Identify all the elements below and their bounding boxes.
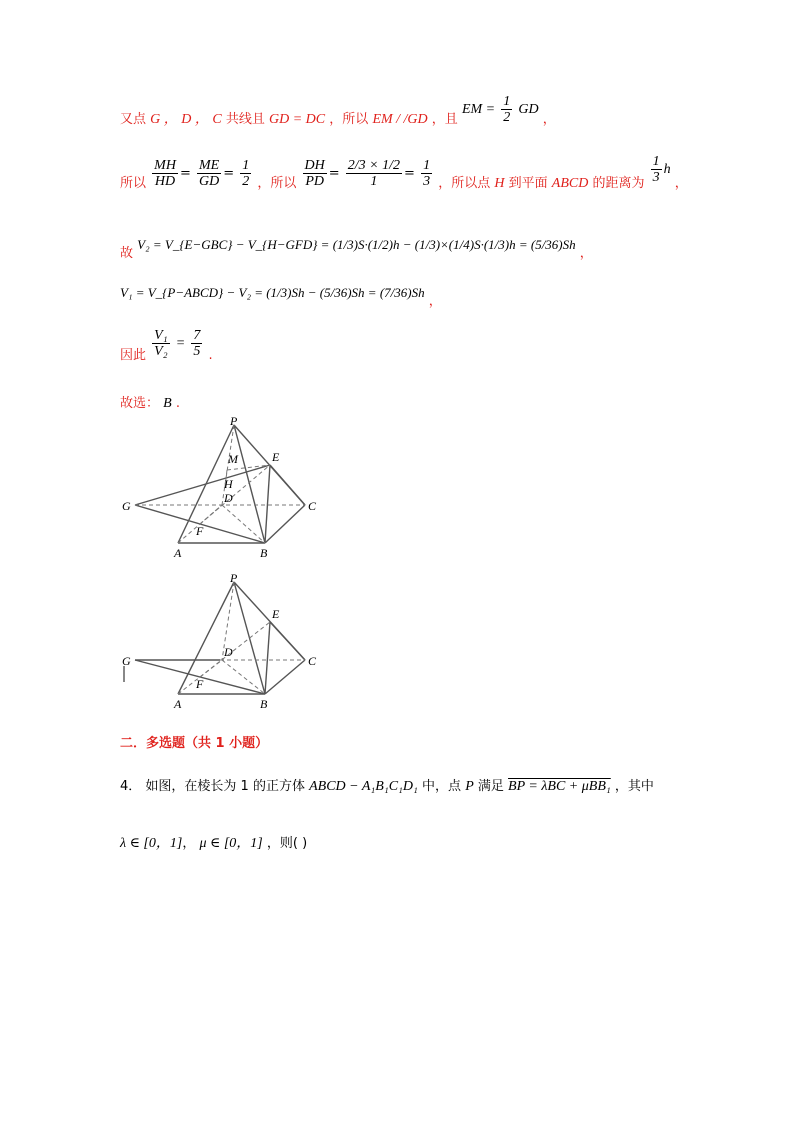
label-c: C bbox=[308, 654, 317, 668]
lambda-range: λ ∈ [0，1] bbox=[120, 836, 183, 851]
points-gdc: G ， D ， C bbox=[150, 112, 222, 127]
label-c: C bbox=[308, 499, 317, 513]
distance-h-third: $\frac{1}{3}$ h bbox=[652, 154, 671, 185]
vector-equation: BP = λBC + μBB₁ bbox=[508, 779, 611, 794]
text-so: ，所以 bbox=[329, 112, 369, 127]
solution-line-3: 故 V₂ = V_{E−GBC} − V_{H−GFD} = (1/3)S·(1/2)h − (1/3)×(1/4)S·(1/3)h = (5/36)Sh ， bbox=[120, 237, 593, 261]
cube-name: ABCD − A₁B₁C₁D₁ bbox=[309, 779, 418, 794]
label-a: A bbox=[174, 697, 182, 711]
v1-equation: V₁ = V_{P−ABCD} − V₂ = (1/3)Sh − (5/36)Sh = (7/36)Sh bbox=[120, 285, 425, 300]
v2-equation: V₂ = V_{E−GBC} − V_{H−GFD} = (1/3)S·(1/2)h − (1/3)×(1/4)S·(1/3)h = (5/36)Sh bbox=[137, 237, 576, 252]
solution-line-6: 故选： B . bbox=[120, 396, 180, 411]
question-number: 4． bbox=[120, 779, 142, 794]
label-e: E bbox=[272, 607, 280, 621]
label-p: P bbox=[230, 571, 238, 585]
question-4-line-2: λ ∈ [0，1]， μ ∈ [0，1] ，则( ) bbox=[120, 836, 308, 851]
pyramid-figure-2 bbox=[110, 570, 340, 715]
label-d: D bbox=[224, 645, 233, 659]
section-heading: 二．多选题（共 1 小题） bbox=[120, 736, 269, 751]
pyramid-figure-1 bbox=[110, 415, 340, 560]
text-prefix: 又点 bbox=[120, 112, 147, 127]
text-and: ，且 bbox=[431, 112, 458, 127]
text-collinear: 共线且 bbox=[225, 112, 265, 127]
question-4-line-1: 4． 如图，在棱长为 1 的正方体 ABCD − A₁B₁C₁D₁ 中，点 P 满足 BP = λBC + μBB₁ ，其中 bbox=[120, 779, 654, 794]
solution-line-1: 又点 G ， D ， C 共线且 GD = DC ，所以 EM / /GD ，且 EM = $\frac{1}{2}$ GD ， bbox=[120, 94, 556, 127]
label-a: A bbox=[174, 546, 182, 560]
answer: B bbox=[163, 396, 172, 411]
label-m: M bbox=[228, 452, 238, 466]
text-prefix: 所以 bbox=[120, 176, 147, 191]
label-h: H bbox=[224, 477, 233, 491]
equation-gd-dc: GD = DC bbox=[269, 112, 326, 127]
solution-line-5: 因此 $\frac{\text{V₁}}{\text{V₂}}$ = $\frac{7}{5}$ . bbox=[120, 328, 213, 363]
label-b: B bbox=[260, 546, 268, 560]
equation-em-parallel-gd: EM / /GD bbox=[372, 112, 428, 127]
label-g: G bbox=[122, 499, 131, 513]
dh-pd-equation: $\frac{DH}{PD}$ = $\frac{2/3 \times 1/2}{1}$ = $\frac{1}{3}$ bbox=[304, 158, 431, 189]
solution-line-2: 所以 $\frac{MH}{HD}$ = $\frac{ME}{GD}$ = $\frac{1}{2}$ ，所以 $\frac{DH}{PD}$ = $\frac{2/3 \times 1/2}{1}$ = $\frac{1}{3}$ ，所以点 H 到平面 ABCD 的距离为 $\frac{1}{3}$ h ， bbox=[120, 154, 688, 191]
mu-range: μ ∈ [0，1] bbox=[199, 836, 263, 851]
label-f: F bbox=[196, 524, 204, 538]
label-e: E bbox=[272, 450, 280, 464]
solution-line-4: V₁ = V_{P−ABCD} − V₂ = (1/3)Sh − (5/36)Sh = (7/36)Sh ， bbox=[120, 285, 442, 309]
label-g: G bbox=[122, 654, 131, 668]
ratio-equation: $\frac{MH}{HD}$ = $\frac{ME}{GD}$ = $\frac{1}{2}$ bbox=[154, 158, 250, 189]
volume-ratio: $\frac{\text{V₁}}{\text{V₂}}$ = $\frac{7}{5}$ bbox=[154, 328, 201, 359]
label-p: P bbox=[230, 415, 238, 428]
label-b: B bbox=[260, 697, 268, 711]
label-d: D bbox=[224, 491, 233, 505]
equation-em-half-gd: EM = $\frac{1}{2}$ GD bbox=[461, 94, 539, 125]
label-f: F bbox=[196, 677, 204, 691]
